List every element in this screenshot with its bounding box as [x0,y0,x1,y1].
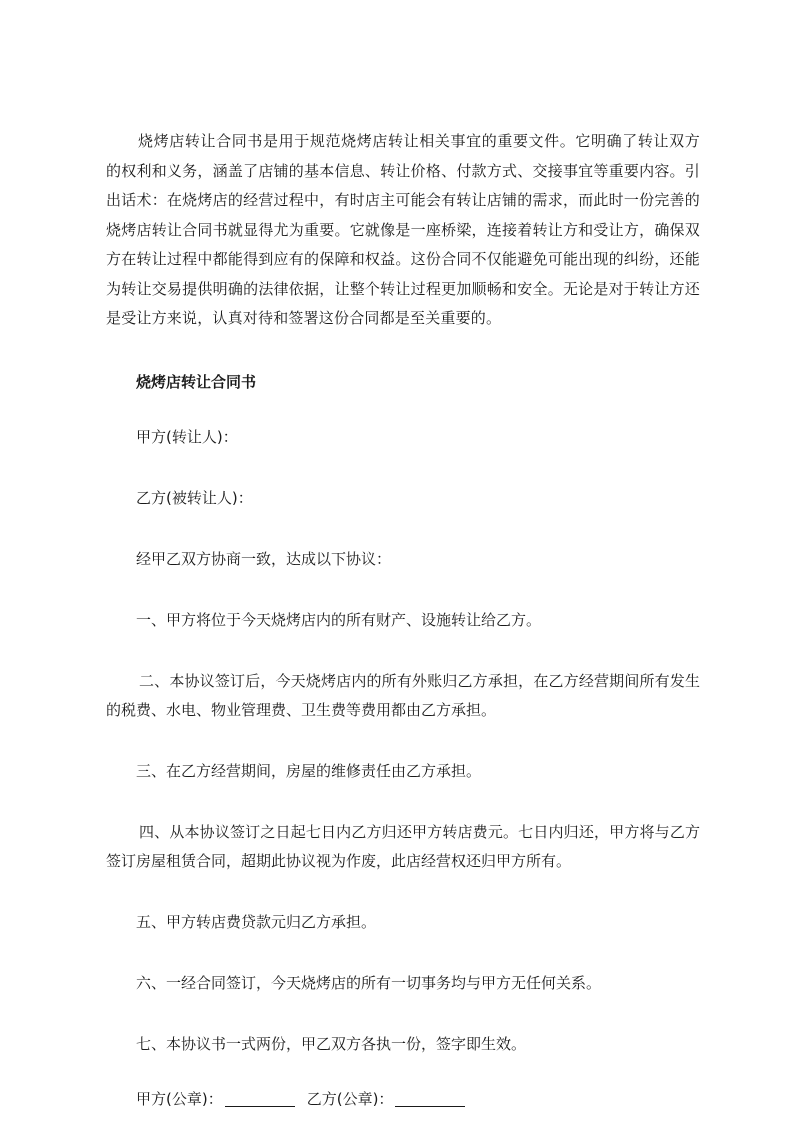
clause-1: 一、甲方将位于今天烧烤店内的所有财产、设施转让给乙方。 [136,610,542,629]
document-page [106,127,700,1114]
clause-3: 三、在乙方经营期间，房屋的维修责任由乙方承担。 [136,761,482,780]
clause-4: 四、从本协议签订之日起七日内乙方归还甲方转店费元。七日内归还，甲方将与乙方签订房屋租赁合同，超期此协议视为作废，此店经营权还归甲方所有。 [106,822,700,870]
party-a-seal-label: 甲方(公章)： [136,1089,223,1108]
party-b-seal-label: 乙方(公章)： [306,1089,394,1108]
intro-paragraph: 烧烤店转让合同书是用于规范烧烤店转让相关事宜的重要文件。它明确了转让双方的权利和义务，涵盖了店铺的基本信息、转让价格、付款方式、交接事宜等重要内容。引出话术：在烧烤店的经营过程中，有时店主可能会有转让店铺的需求，而此时一份完善的烧烤店转让合同书就显得尤为重要。它就像是一座桥梁，连接着转让方和受让方，确保双方在转让过程中都能得到应有的保障和权益。这份合同不仅能避免可能出现的纠纷，还能为转让交易提供明确的法律依据，让整个转让过程更加顺畅和安全。无论是对于转让方还是受让方来说，认真对待和签署这份合同都是至关重要的。 [106,132,700,327]
party-b-line: 乙方(被转让人)： [136,488,253,507]
clause-2: 二、本协议签订后，今天烧烤店内的所有外账归乙方承担，在乙方经营期间所有发生的税费、水电、物业管理费、卫生费等费用都由乙方承担。 [106,671,700,719]
clause-6: 六、一经合同签订，今天烧烤店的所有一切事务均与甲方无任何关系。 [136,973,602,992]
party-a-seal-blank [225,1088,295,1107]
signature-line [106,1085,700,1114]
contract-title: 烧烤店转让合同书 [136,372,257,391]
clause-5: 五、甲方转店费贷款元归乙方承担。 [136,912,377,931]
clause-7: 七、本协议书一式两份，甲乙双方各执一份，签字即生效。 [136,1034,527,1053]
preamble: 经甲乙双方协商一致，达成以下协议： [136,549,392,568]
party-a-line: 甲方(转让人)： [136,427,238,446]
party-b-seal-blank [395,1088,465,1107]
